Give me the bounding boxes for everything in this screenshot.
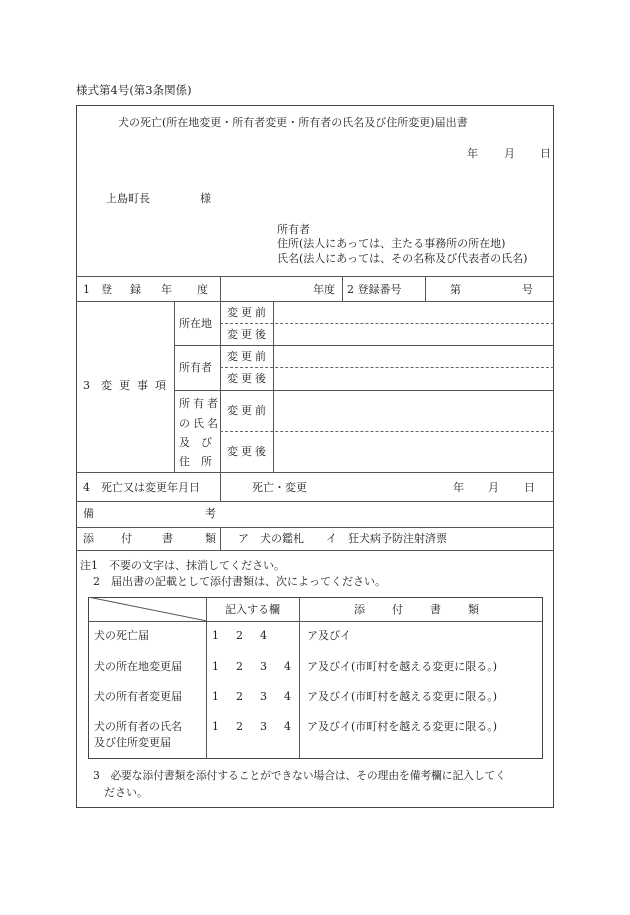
attachments-label-1: 添: [83, 532, 94, 545]
row-divider: [76, 527, 554, 528]
row-divider: [76, 501, 554, 502]
col-divider: [174, 301, 175, 472]
col-divider: [220, 527, 221, 550]
form-title: 犬の死亡(所在地変更・所有者変更・所有者の氏名及び住所変更)届出書: [118, 116, 468, 129]
changes-label-4: 事: [137, 379, 148, 392]
table-col-divider: [206, 597, 207, 759]
registration-year-label-4: 年: [161, 283, 172, 296]
field-number: 4: [284, 720, 291, 733]
note-3-line2: ださい。: [104, 786, 148, 799]
table-row-name-line2: 及び住所変更届: [94, 736, 171, 749]
table-row-docs: ア及びイ(市町村を越える変更に限る。): [307, 660, 498, 673]
changes-label-2: 変: [101, 379, 112, 392]
owner-address-label: 住所(法人にあっては、主たる事務所の所在地): [277, 237, 506, 250]
field-number: 1: [212, 629, 219, 642]
death-date-day: 日: [524, 481, 535, 494]
row-divider: [174, 390, 554, 391]
header-fields: 記入する欄: [225, 603, 280, 616]
form-number: 様式第4号(第3条関係): [76, 83, 192, 97]
owner-change-label: 所有者: [179, 361, 212, 374]
registration-year-label-1: 1: [83, 283, 90, 296]
table-row-name: 犬の所有者変更届: [94, 690, 182, 703]
table-row-docs: ア及びイ: [307, 629, 351, 642]
table-row-docs: ア及びイ(市町村を越える変更に限る。): [307, 720, 498, 733]
addressee-name: 上島町長: [106, 192, 150, 205]
header-docs-1: 添: [354, 603, 365, 616]
note-2: 2 届出書の記載として添付書類は、次によってください。: [93, 575, 386, 588]
registration-year-label-2: 登: [101, 283, 112, 296]
dashed-divider: [220, 431, 554, 432]
location-before-label: 変更前: [227, 306, 269, 319]
field-number: 2: [236, 660, 243, 673]
note-1: 注1 不要の文字は、抹消してください。: [80, 559, 285, 572]
col-divider: [220, 472, 221, 501]
dashed-divider: [220, 323, 554, 324]
remarks-label-1: 備: [83, 507, 94, 520]
owner-name-address-label-4: 住 所: [179, 455, 212, 468]
remarks-label-2: 考: [205, 507, 216, 520]
field-number: 3: [260, 690, 267, 703]
header-docs-2: 付: [392, 603, 403, 616]
death-date-value: 死亡・変更: [252, 481, 307, 494]
changes-label-3: 更: [119, 379, 130, 392]
row-divider: [76, 301, 554, 302]
table-header-divider: [88, 621, 543, 622]
field-number: 4: [260, 629, 267, 642]
note-3-line1: 3 必要な添付書類を添付することができない場合は、その理由を備考欄に記入してく: [93, 769, 506, 782]
field-number: 2: [236, 690, 243, 703]
row-divider: [76, 276, 554, 277]
table-row-name: 犬の所在地変更届: [94, 660, 182, 673]
owner-name-address-label-3: 及 び: [179, 436, 212, 449]
field-number: 4: [284, 690, 291, 703]
registration-number-suffix: 号: [522, 283, 533, 296]
addressee-honorific: 様: [200, 192, 211, 205]
row-divider: [76, 550, 554, 551]
death-date-label-num: 4: [83, 481, 90, 494]
registration-number-label: 2 登録番号: [347, 283, 402, 296]
death-date-label: 死亡又は変更年月日: [101, 481, 200, 494]
field-number: 2: [236, 720, 243, 733]
header-docs-3: 書: [430, 603, 441, 616]
registration-number-prefix: 第: [450, 283, 461, 296]
field-number: 1: [212, 720, 219, 733]
field-number: 4: [284, 660, 291, 673]
field-number: 3: [260, 660, 267, 673]
owner-before-label: 変更前: [227, 350, 269, 363]
registration-year-label-5: 度: [197, 283, 208, 296]
death-date-year: 年: [453, 481, 464, 494]
field-number: 1: [212, 690, 219, 703]
owner-name-label: 氏名(法人にあっては、その名称及び代表者の氏名): [277, 252, 528, 265]
table-col-divider: [299, 597, 300, 759]
row-divider: [174, 345, 554, 346]
changes-label-1: 3: [83, 379, 90, 392]
col-divider: [425, 276, 426, 301]
row-divider: [76, 472, 554, 473]
col-divider: [342, 276, 343, 301]
col-divider: [220, 276, 221, 301]
date-day-label: 日: [540, 147, 551, 160]
death-date-month: 月: [488, 481, 499, 494]
location-label: 所在地: [179, 317, 212, 330]
location-after-label: 変更後: [227, 328, 269, 341]
owner-label: 所有者: [277, 223, 310, 236]
owner-after-label: 変更後: [227, 372, 269, 385]
col-divider: [220, 301, 221, 472]
table-row-name: 犬の死亡届: [94, 629, 149, 642]
attachments-value: ア 犬の鑑札 イ 狂犬病予防注射済票: [238, 532, 447, 545]
attachments-label-2: 付: [121, 532, 132, 545]
attachments-label-3: 書: [162, 532, 173, 545]
date-month-label: 月: [504, 147, 515, 160]
changes-label-5: 項: [155, 379, 166, 392]
table-row-docs: ア及びイ(市町村を越える変更に限る。): [307, 690, 498, 703]
field-number: 3: [260, 720, 267, 733]
registration-year-label-3: 録: [130, 283, 141, 296]
name-address-after-label: 変更後: [227, 445, 269, 458]
owner-name-address-label-2: の氏名: [179, 417, 221, 430]
name-address-before-label: 変更前: [227, 404, 269, 417]
dashed-divider: [220, 367, 554, 368]
attachments-label-4: 類: [205, 532, 216, 545]
registration-year-suffix: 年度: [313, 283, 335, 296]
owner-name-address-label-1: 所有者: [179, 397, 221, 410]
col-divider: [273, 301, 274, 472]
field-number: 2: [236, 629, 243, 642]
header-docs-4: 類: [468, 603, 479, 616]
date-year-label: 年: [467, 147, 478, 160]
field-number: 1: [212, 660, 219, 673]
header-diagonal: [88, 597, 207, 621]
table-row-name: 犬の所有者の氏名: [94, 720, 182, 733]
